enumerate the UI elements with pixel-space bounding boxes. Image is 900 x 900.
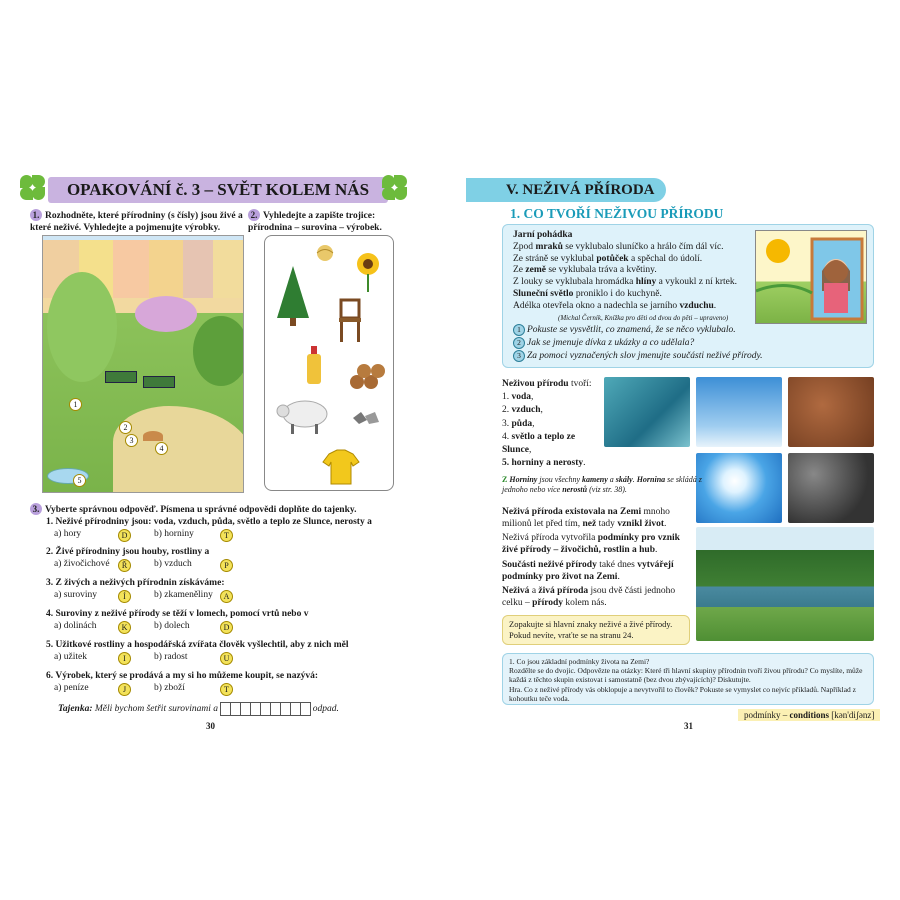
story-title: Jarní pohádka (513, 230, 573, 240)
story-question: 3 Za pomoci vyznačených slov jmenujte součásti neživé přírody. (513, 350, 763, 363)
option-text: a) živočichové (54, 559, 110, 569)
page-title-left: OPAKOVÁNÍ č. 3 – SVĚT KOLEM NÁS (48, 177, 388, 203)
yarn-icon (315, 244, 337, 262)
answer-letter: Í (118, 590, 131, 603)
option-a (54, 652, 87, 662)
clover-icon-right (380, 173, 410, 203)
building (113, 240, 150, 298)
park-number: 5 (73, 474, 86, 487)
park-number: 2 (119, 421, 132, 434)
story-line: Ze země se vyklubala tráva a květiny. (513, 265, 657, 276)
option-a (54, 529, 81, 539)
story-line: Z louky se vyklubala hromádka hlíny a vykoukl z ní krtek. (513, 277, 738, 288)
stones-photo (788, 453, 874, 523)
question-6 (46, 670, 318, 682)
sunflower-icon (353, 250, 383, 294)
questions-box (502, 653, 874, 705)
option-text: b) dolech (154, 621, 190, 631)
option-a (54, 590, 97, 600)
question-5 (46, 639, 349, 651)
tajenka-boxes[interactable] (220, 702, 310, 716)
tajenka-label: Tajenka: (58, 704, 93, 715)
option-text: b) horniny (154, 529, 194, 539)
tree-icon (193, 316, 244, 386)
option-b (154, 652, 188, 662)
question-line: Hra. Co z neživé přírody vás obklopuje a nevytvořil to člověk? Pokuste se vymyslet co nejvíc příkladů. Například z kohoutku teče voda. (509, 684, 856, 703)
answer-letter: J (118, 683, 131, 696)
task-text: Rozhodněte, které přírodniny (s čísly) jsou živé a které neživé. Vyhledejte a pojmenujte výrobky. (30, 211, 243, 233)
question-text: 3. Z živých a neživých přírodnin získáváme: (46, 578, 225, 588)
paragraph-3: Součásti neživé přírody také dnes vytvářejí podmínky pro život na Zemi. (502, 560, 674, 582)
chair-icon (337, 298, 363, 344)
option-b (154, 683, 185, 693)
question-text: 2. Živé přírodniny jsou houby, rostliny a (46, 547, 210, 557)
flowerbed-icon (135, 296, 197, 332)
page-title-right: V. NEŽIVÁ PŘÍRODA (466, 178, 666, 202)
option-a (54, 621, 96, 631)
soil-photo (788, 377, 874, 447)
option-text: a) dolinách (54, 621, 97, 631)
option-b (154, 559, 192, 569)
question-3 (46, 577, 224, 589)
answer-letter: P (220, 559, 233, 572)
oil-bottle-icon (305, 344, 323, 386)
question-text: 4. Suroviny z neživé přírody se těží v lomech, pomocí vrtů nebo v (46, 609, 309, 619)
story-line: Ze stráně se vyklubal potůček a spěchal do údolí. (513, 253, 703, 264)
spruce-tree-icon (273, 264, 313, 328)
review-box: Zopakujte si hlavní znaky neživé a živé přírody. Pokud nevíte, vraťte se na stranu 24. (502, 615, 690, 645)
question-text: 1. Neživé přírodniny jsou: voda, vzduch, půda, světlo a teplo ze Slunce, nerosty a (46, 517, 372, 527)
path (113, 406, 244, 493)
answer-letter: D (220, 621, 233, 634)
park-illustration (42, 235, 244, 493)
anthill-icon (143, 431, 163, 441)
tree-icon (47, 272, 117, 382)
answer-letter: I (118, 652, 131, 665)
sheep-icon (273, 396, 333, 436)
option-text: b) vzduch (154, 559, 192, 569)
story-line: Adélka otevřela okno a nadechla se jarního vzduchu. (513, 300, 717, 311)
list-item: 1. voda, (502, 392, 534, 403)
tajenka-text: Měli bychom šetřit surovinami a (94, 704, 218, 715)
option-text: a) peníze (54, 683, 89, 693)
list-item: 3. půda, (502, 418, 535, 429)
story-question: 1 Pokuste se vysvětlit, co znamená, že se něco vyklubalo. (513, 324, 763, 337)
list-neziva-priroda (502, 378, 602, 470)
task-number: 2. (248, 209, 260, 221)
left-page (18, 165, 418, 735)
story-line: Sluneční světlo proniklo i do kuchyně. (513, 288, 662, 299)
girl-window-illustration (755, 230, 867, 324)
logs-icon (347, 362, 387, 390)
list-item: 2. vzduch, (502, 405, 543, 416)
answer-letter: D (118, 529, 131, 542)
option-text: a) užitek (54, 652, 87, 662)
page-number-right: 31 (684, 721, 693, 731)
task-number: 3. (30, 503, 42, 515)
rocks-note: Z Horniny jsou všechny kameny a skály. Hornina se skládá z jednoho nebo více nerostů (viz str. 38). (502, 475, 702, 494)
answer-letter: U (220, 652, 233, 665)
task-3 (30, 503, 410, 516)
building (149, 240, 184, 298)
task-number: 1. (30, 209, 42, 221)
task-text: Vyhledejte a zapište trojice: přírodnina – surovina – výrobek. (248, 211, 382, 233)
tajenka-text-end: odpad. (312, 704, 339, 715)
option-text: b) zboží (154, 683, 185, 693)
list-intro: Neživou přírodu tvoří: (502, 379, 592, 389)
paragraph-4: Neživá a živá příroda jsou dvě části jednoho celku – přírody kolem nás. (502, 586, 676, 608)
task-2 (248, 209, 408, 234)
answer-letter: K (118, 621, 131, 634)
question-text: 5. Užitkové rostliny a hospodářská zvířata člověk vyšlechtil, aby z nich měl (46, 640, 349, 650)
answer-letter: A (220, 590, 233, 603)
tajenka (58, 702, 339, 716)
paragraph-2: Neživá příroda vytvořila podmínky pro vznik živé přírody – živočichů, rostlin a hub. (502, 533, 680, 555)
page-number-left: 30 (206, 721, 215, 731)
sweater-icon (321, 448, 361, 486)
question-text: 6. Výrobek, který se prodává a my si ho můžeme koupit, se nazývá: (46, 671, 319, 681)
park-number: 4 (155, 442, 168, 455)
park-number: 1 (69, 398, 82, 411)
items-box (264, 235, 394, 491)
paragraph-1: Neživá příroda existovala na Zemi mnoho milionů let před tím, než tady vznikl život. (502, 507, 670, 529)
story-box (502, 224, 874, 368)
landscape-photo (696, 527, 874, 641)
question-line: 1. Co jsou základní podmínky života na Zemi? (509, 657, 650, 666)
story-source: (Michal Černík, Knížka pro děti od dvou do pěti – upraveno) (558, 313, 729, 322)
story-line: Zpod mraků se vyklubalo sluníčko a hrálo čím dál víc. (513, 241, 724, 252)
ore-stones-icon (351, 408, 381, 428)
building (183, 240, 214, 298)
question-1 (46, 516, 372, 528)
list-item: 4. světlo a teplo ze Slunce, (502, 431, 576, 456)
park-number: 3 (125, 434, 138, 447)
section-heading: 1. CO TVOŘÍ NEŽIVOU PŘÍRODU (510, 206, 724, 221)
sky-photo (696, 377, 782, 447)
option-text: a) suroviny (54, 590, 98, 600)
task-text: Vyberte správnou odpověď. Písmena u správné odpovědi doplňte do tajenky. (45, 505, 357, 515)
answer-letter: Ř (118, 559, 131, 572)
bench-icon (105, 371, 137, 383)
option-a (54, 559, 110, 569)
question-2 (46, 546, 209, 558)
water-photo (604, 377, 690, 447)
clover-icon-left (18, 173, 48, 203)
option-text: b) radost (154, 652, 188, 662)
story-text (513, 230, 763, 363)
task-1 (30, 209, 250, 234)
vocabulary-note: podmínky – conditions [kən'diʃənz] (738, 709, 880, 721)
sun-icon (756, 231, 866, 323)
story-question: 2 Jak se jmenuje dívka z ukázky a co udělala? (513, 337, 763, 350)
list-item: 5. horniny a nerosty. (502, 458, 586, 469)
option-b (154, 621, 190, 631)
question-line: Rozdělte se do dvojic. Odpovězte na otázky: Které tři hlavní skupiny přírodnin tvoří živou přírodu? Co myslíte, může každá z těchto skupin existovat i samostatně (bez dvou zbývajících)? Diskutujte. (509, 666, 863, 685)
option-text: b) zkameněliny (154, 590, 213, 600)
option-b (154, 590, 213, 600)
option-b (154, 529, 194, 539)
option-text: a) hory (54, 529, 82, 539)
answer-letter: T (220, 683, 233, 696)
building (213, 240, 244, 298)
answer-letter: T (220, 529, 233, 542)
right-page (466, 165, 882, 735)
option-a (54, 683, 89, 693)
bench-icon (143, 376, 175, 388)
question-4 (46, 608, 308, 620)
